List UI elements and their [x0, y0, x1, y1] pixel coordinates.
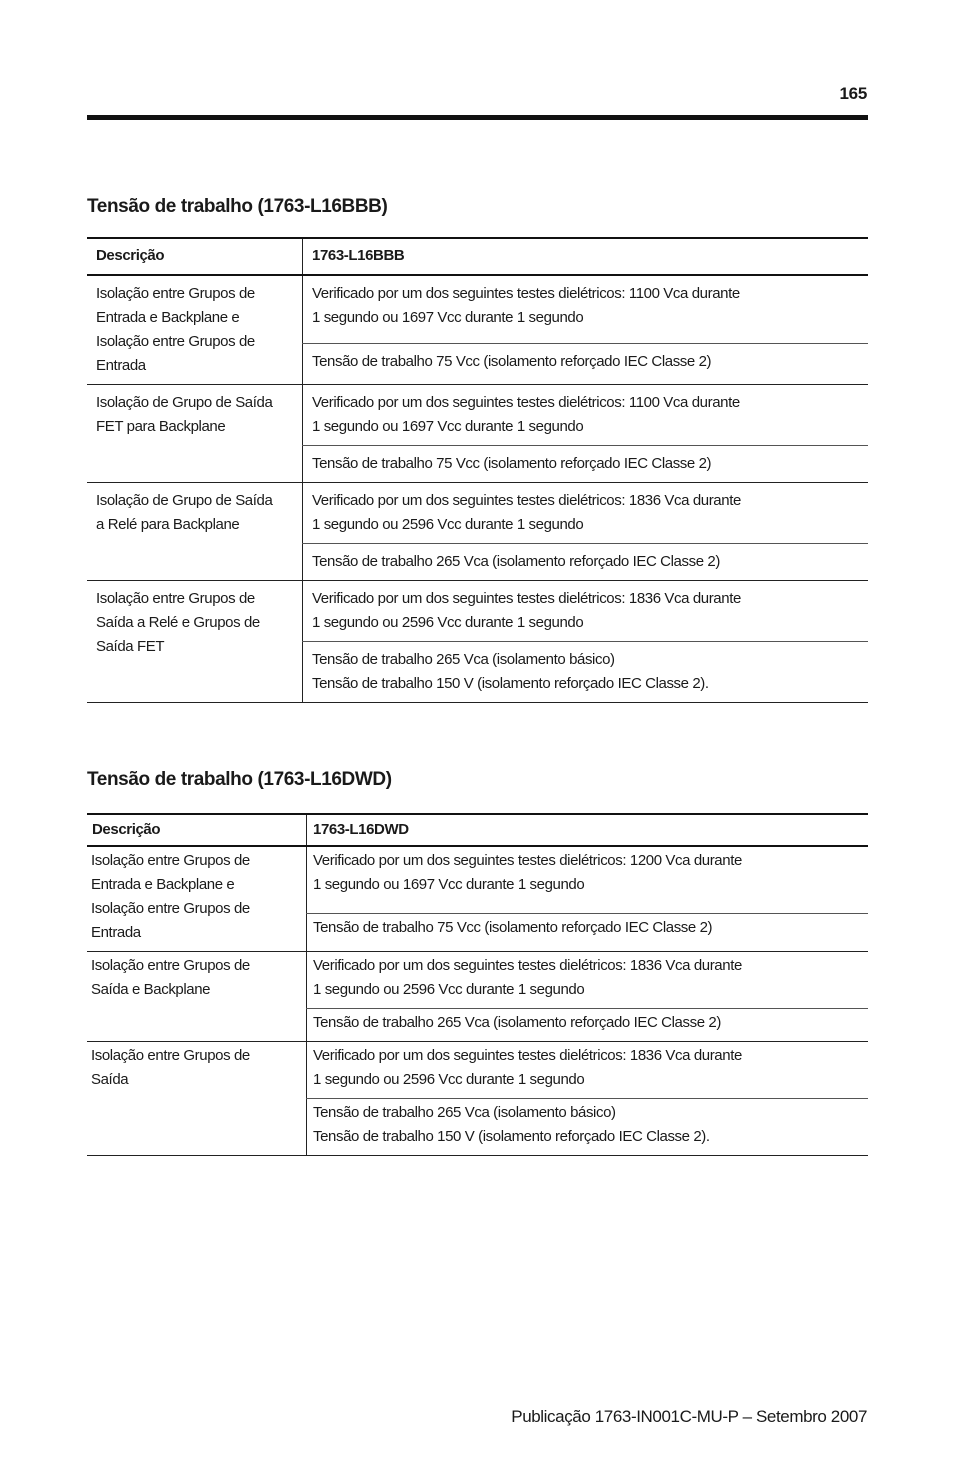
description-line: Isolação entre Grupos de — [96, 333, 255, 350]
spec-line: Tensão de trabalho 265 Vca (isolamento básico) — [312, 651, 615, 668]
spec-line: 1 segundo ou 2596 Vcc durante 1 segundo — [312, 516, 584, 533]
description-line: Isolação entre Grupos de — [96, 285, 255, 302]
spec-line: Verificado por um dos seguintes testes dielétricos: 1836 Vca durante — [312, 590, 741, 607]
description-line: Entrada — [91, 924, 141, 941]
section-title-l16dwd: Tensão de trabalho (1763-L16DWD) — [87, 769, 392, 790]
working-voltage-cell — [303, 642, 869, 703]
description-cell — [87, 846, 307, 952]
spec-line: 1 segundo ou 1697 Vcc durante 1 segundo — [312, 418, 584, 435]
description-cell — [87, 1042, 307, 1156]
description-cell — [87, 952, 307, 1042]
description-line: Isolação entre Grupos de — [91, 957, 250, 974]
spec-line: Tensão de trabalho 75 Vcc (isolamento reforçado IEC Classe 2) — [312, 352, 712, 370]
spec-line: Tensão de trabalho 75 Vcc (isolamento reforçado IEC Classe 2) — [312, 455, 712, 472]
description-cell — [87, 581, 303, 703]
column-header-model: 1763-L16BBB — [303, 238, 869, 275]
description-line: Saída — [91, 1071, 129, 1088]
working-voltage-cell — [303, 446, 869, 483]
table-row — [87, 952, 868, 1009]
spec-line: 1 segundo ou 1697 Vcc durante 1 segundo — [312, 309, 584, 326]
table-row — [87, 385, 868, 446]
column-header-model: 1763-L16DWD — [307, 814, 869, 846]
table-row — [87, 275, 868, 343]
description-line: Isolação entre Grupos de — [91, 852, 250, 869]
description-line: Isolação de Grupo de Saída — [96, 492, 273, 509]
spec-table-l16dwd — [87, 813, 868, 1156]
dielectric-test-cell — [307, 952, 869, 1009]
description-line: Isolação de Grupo de Saída — [96, 394, 273, 411]
description-line: a Relé para Backplane — [96, 516, 240, 533]
working-voltage-cell — [303, 544, 869, 581]
spec-line: Verificado por um dos seguintes testes dielétricos: 1836 Vca durante — [313, 957, 742, 974]
table-row — [87, 846, 868, 913]
description-line: Isolação entre Grupos de — [91, 1047, 250, 1064]
description-line: Saída FET — [96, 638, 165, 655]
spec-line: Tensão de trabalho 265 Vca (isolamento reforçado IEC Classe 2) — [313, 1014, 721, 1031]
description-line: Entrada e Backplane e — [91, 876, 235, 893]
section-title-l16bbb: Tensão de trabalho (1763-L16BBB) — [87, 196, 388, 217]
spec-line: Tensão de trabalho 265 Vca (isolamento reforçado IEC Classe 2) — [312, 553, 720, 570]
footer-publication: Publicação 1763-IN001C-MU-P – Setembro 2007 — [511, 1407, 867, 1426]
table-row — [87, 1042, 868, 1099]
dielectric-test-cell — [303, 483, 869, 544]
spec-line: 1 segundo ou 1697 Vcc durante 1 segundo — [313, 876, 585, 893]
description-line: Entrada e Backplane e — [96, 309, 240, 326]
dielectric-test-cell — [307, 846, 869, 913]
description-line: Isolação entre Grupos de — [96, 590, 255, 607]
dielectric-test-cell — [303, 385, 869, 446]
working-voltage-cell — [307, 1099, 869, 1156]
description-cell — [87, 275, 303, 385]
spec-table-l16bbb — [87, 237, 868, 703]
description-cell — [87, 483, 303, 581]
spec-line: 1 segundo ou 2596 Vcc durante 1 segundo — [313, 981, 585, 998]
column-header-description: Descrição — [87, 238, 303, 275]
dielectric-test-cell — [303, 581, 869, 642]
table-row — [87, 581, 868, 642]
spec-line: 1 segundo ou 2596 Vcc durante 1 segundo — [313, 1071, 585, 1088]
spec-line: Tensão de trabalho 150 V (isolamento reforçado IEC Classe 2). — [313, 1128, 710, 1145]
spec-line: Verificado por um dos seguintes testes dielétricos: 1100 Vca durante — [312, 394, 740, 411]
spec-line: Tensão de trabalho 265 Vca (isolamento básico) — [313, 1104, 616, 1121]
page-number: 165 — [839, 84, 867, 103]
description-line: Saída e Backplane — [91, 981, 211, 998]
spec-line: Verificado por um dos seguintes testes dielétricos: 1836 Vca durante — [312, 492, 741, 509]
spec-line: Tensão de trabalho 75 Vcc (isolamento reforçado IEC Classe 2) — [313, 918, 713, 936]
spec-line: Verificado por um dos seguintes testes dielétricos: 1200 Vca durante — [313, 852, 742, 869]
dielectric-test-cell — [307, 1042, 869, 1099]
working-voltage-cell — [307, 913, 869, 951]
table-header-row — [87, 238, 868, 275]
description-line: FET para Backplane — [96, 418, 226, 435]
working-voltage-cell — [307, 1009, 869, 1042]
spec-line: Tensão de trabalho 150 V (isolamento reforçado IEC Classe 2). — [312, 675, 709, 692]
header-rule — [87, 115, 868, 120]
table-header-row — [87, 814, 868, 846]
spec-line: Verificado por um dos seguintes testes dielétricos: 1100 Vca durante — [312, 285, 740, 302]
working-voltage-cell — [303, 343, 869, 384]
description-cell — [87, 385, 303, 483]
spec-line: Verificado por um dos seguintes testes dielétricos: 1836 Vca durante — [313, 1047, 742, 1064]
description-line: Entrada — [96, 357, 146, 374]
description-line: Isolação entre Grupos de — [91, 900, 250, 917]
column-header-description: Descrição — [87, 814, 307, 846]
spec-line: 1 segundo ou 2596 Vcc durante 1 segundo — [312, 614, 584, 631]
description-line: Saída a Relé e Grupos de — [96, 614, 260, 631]
table-row — [87, 483, 868, 544]
dielectric-test-cell — [303, 275, 869, 343]
